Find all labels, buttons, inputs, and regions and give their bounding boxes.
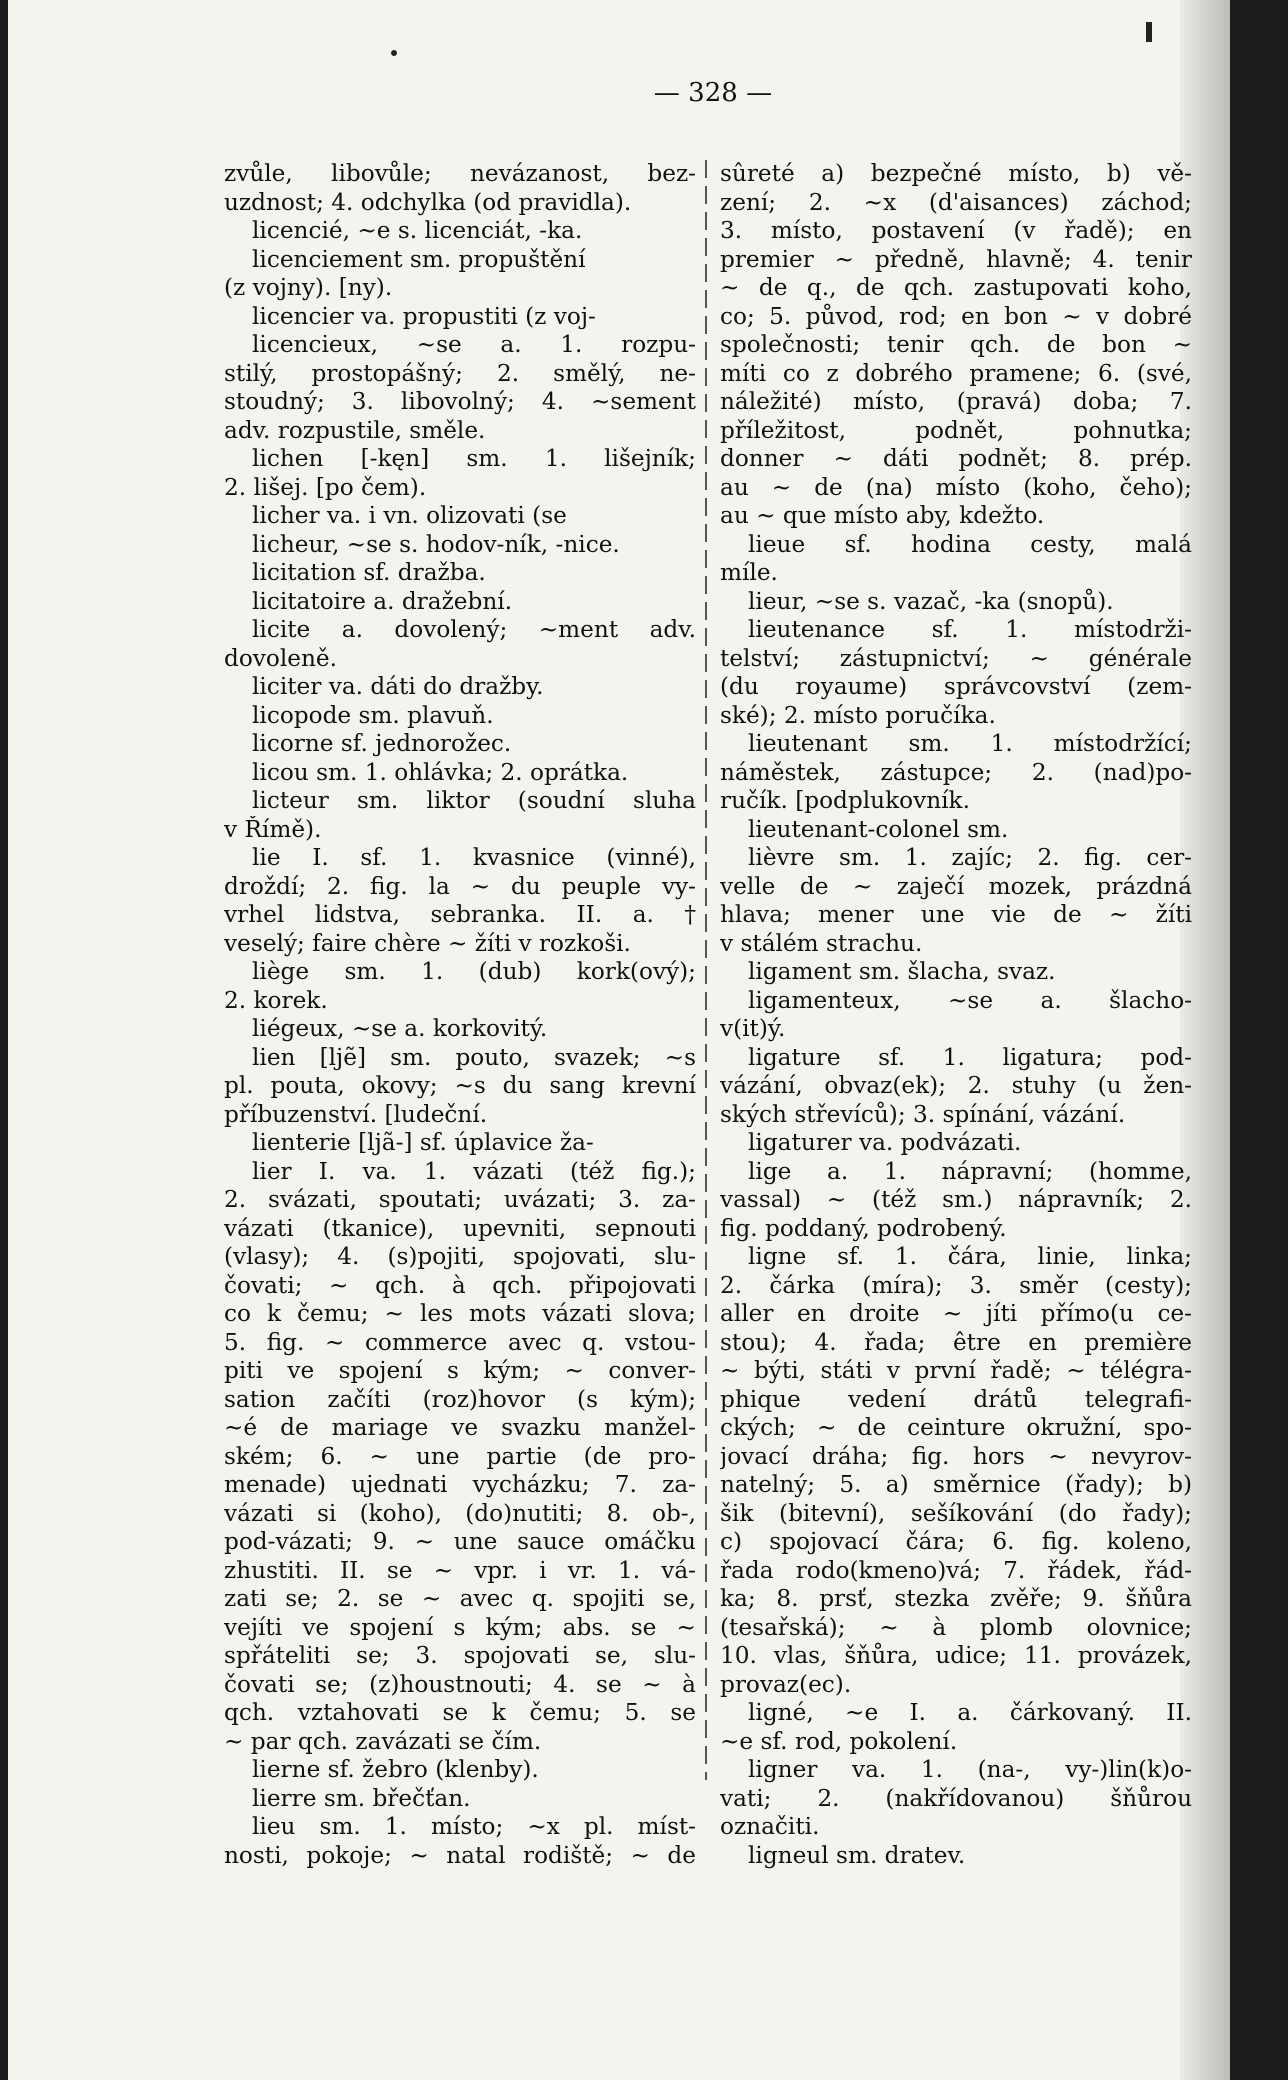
dictionary-line: ligne sf. 1. čára, linie, linka;: [748, 1243, 1192, 1270]
dictionary-line: telství; zástupnictví; ~ générale: [720, 644, 1192, 672]
dictionary-line: donner ~ dáti podnět; 8. prép.: [720, 445, 1192, 472]
dictionary-line: ručík. [podplukovník.: [720, 787, 970, 814]
dictionary-line: lieur, ~se s. vazač, -ka (snopů).: [748, 587, 1114, 615]
dictionary-line: menade) ujednati vycházku; 7. za-: [224, 1471, 696, 1498]
dictionary-line: lierne sf. žebro (klenby).: [252, 1756, 539, 1783]
dictionary-line: licher va. i vn. olizovati (se: [252, 502, 567, 529]
dictionary-line: lienterie [ljã-] sf. úplavice ža-: [252, 1129, 594, 1156]
dictionary-line: ~ de q., de qch. zastupovati koho,: [720, 274, 1192, 301]
dictionary-line: pl. pouta, okovy; ~s du sang krevní: [224, 1072, 696, 1099]
dictionary-line: ckých; ~ de ceinture okružní, spo-: [720, 1414, 1192, 1441]
dictionary-line: (z vojny). [ny).: [224, 274, 393, 301]
dictionary-line: velle de ~ zaječí mozek, prázdná: [720, 872, 1192, 900]
dictionary-line: licteur sm. liktor (soudní sluha: [252, 787, 696, 814]
dictionary-line: pod-vázati; 9. ~ une sauce omáčku: [224, 1528, 696, 1555]
dictionary-line: co; 5. původ, rod; en bon ~ v dobré: [720, 302, 1192, 330]
dictionary-line: vejíti ve spojení s kým; abs. se ~: [224, 1613, 696, 1641]
dictionary-line: ligneul sm. dratev.: [748, 1841, 966, 1869]
dictionary-line: míti co z dobrého pramene; 6. (své,: [720, 359, 1192, 387]
dictionary-line: lie I. sf. 1. kvasnice (vinné),: [252, 844, 696, 871]
dictionary-line: sation začíti (roz)hovor (s kým);: [224, 1385, 696, 1413]
dictionary-line: licencié, ~e s. licenciát, -ka.: [252, 217, 583, 244]
dictionary-line: lieue sf. hodina cesty, malá: [748, 530, 1192, 558]
dictionary-line: ligament sm. šlacha, svaz.: [748, 958, 1056, 985]
dictionary-line: míle.: [720, 559, 778, 586]
dictionary-line: piti ve spojení s kým; ~ conver-: [224, 1357, 696, 1384]
dictionary-line: fig. poddaný, podrobený.: [720, 1214, 1007, 1242]
bullet-mark: [391, 50, 397, 56]
dictionary-line: vázání, obvaz(ek); 2. stuhy (u žen-: [720, 1072, 1192, 1099]
dictionary-line: ~é de mariage ve svazku manžel-: [224, 1414, 696, 1441]
dictionary-line: ských střevíců); 3. spínání, vázání.: [720, 1100, 1126, 1128]
dictionary-line: ském; 6. ~ une partie (de pro-: [224, 1442, 696, 1470]
dictionary-line: lichen [-kęn] sm. 1. lišejník;: [252, 445, 696, 472]
dictionary-line: (du royaume) správcovství (zem-: [720, 673, 1192, 700]
dictionary-line: qch. vztahovati se k čemu; 5. se: [224, 1699, 696, 1726]
dictionary-line: uzdnost; 4. odchylka (od pravidla).: [224, 188, 632, 216]
dictionary-line: lieutenant sm. 1. místodržící;: [748, 730, 1192, 757]
dictionary-line: ~ býti, státi v první řadě; ~ télégra-: [720, 1357, 1192, 1384]
dictionary-line: sûreté a) bezpečné místo, b) vě-: [720, 160, 1192, 187]
dictionary-line: phique vedení drátů telegrafi-: [720, 1385, 1192, 1413]
dictionary-line: čovati; ~ qch. à qch. připojovati: [224, 1271, 696, 1299]
dictionary-line: licenciement sm. propuštění: [252, 245, 586, 273]
dictionary-line: au ~ que místo aby, kdežto.: [720, 502, 1045, 529]
dictionary-line: hlava; mener une vie de ~ žíti: [720, 901, 1192, 928]
dictionary-line: dovoleně.: [224, 644, 338, 672]
dictionary-line: ligamenteux, ~se a. šlacho-: [748, 986, 1192, 1014]
dictionary-line: droždí; 2. fig. la ~ du peuple vy-: [224, 872, 696, 900]
dictionary-line: licitatoire a. dražební.: [252, 587, 513, 615]
dictionary-line: ské); 2. místo poručíka.: [720, 701, 996, 729]
dictionary-line: zhustiti. II. se ~ vpr. i vr. 1. vá-: [224, 1556, 696, 1584]
dictionary-line: řada rodo(kmeno)vá; 7. řádek, řád-: [720, 1556, 1192, 1584]
dictionary-line: ka; 8. prsť, stezka zvěře; 9. šňůra: [720, 1585, 1192, 1612]
dictionary-line: šik (bitevní), sešíkování (do řady);: [720, 1499, 1192, 1527]
dictionary-line: au ~ de (na) místo (koho, čeho);: [720, 473, 1192, 501]
dictionary-line: lieutenant-colonel sm.: [748, 815, 1009, 843]
dictionary-line: licite a. dovolený; ~ment adv.: [252, 616, 696, 643]
dictionary-line: jovací dráha; fig. hors ~ nevyrov-: [720, 1442, 1192, 1470]
dictionary-line: 2. korek.: [224, 986, 328, 1014]
dictionary-line: licencieux, ~se a. 1. rozpu-: [252, 331, 696, 358]
dictionary-line: 10. vlas, šňůra, udice; 11. provázek,: [720, 1642, 1192, 1669]
dictionary-line: veselý; faire chère ~ žíti v rozkoši.: [224, 929, 631, 957]
dictionary-line: lieutenance sf. 1. místodrži-: [748, 616, 1192, 643]
dictionary-line: licopode sm. plavuň.: [252, 701, 494, 729]
dictionary-line: vati; 2. (nakřídovanou) šňůrou: [720, 1784, 1192, 1812]
dictionary-line: zení; 2. ~x (d'aisances) záchod;: [720, 188, 1192, 216]
dictionary-line: vázati (tkanice), upevniti, sepnouti: [224, 1214, 696, 1242]
dictionary-line: licheur, ~se s. hodov-ník, -nice.: [252, 530, 620, 558]
corner-mark: [1146, 22, 1152, 42]
dictionary-line: lieu sm. 1. místo; ~x pl. míst-: [252, 1813, 696, 1840]
dictionary-line: lierre sm. břečťan.: [252, 1784, 471, 1812]
left-column: [224, 160, 696, 1870]
dictionary-line: premier ~ předně, hlavně; 4. tenir: [720, 245, 1192, 273]
dictionary-line: 2. lišej. [po čem).: [224, 473, 427, 501]
dictionary-line: označiti.: [720, 1813, 820, 1840]
dictionary-line: příbuzenství. [ludeční.: [224, 1100, 488, 1128]
dictionary-line: stou); 4. řada; être en première: [720, 1328, 1192, 1356]
dictionary-line: nosti, pokoje; ~ natal rodiště; ~ de: [224, 1841, 696, 1869]
dictionary-line: (tesařská); ~ à plomb olovnice;: [720, 1613, 1192, 1641]
dictionary-line: ~ par qch. zavázati se čím.: [224, 1727, 542, 1755]
dictionary-line: lièvre sm. 1. zajíc; 2. fig. cer-: [748, 844, 1192, 871]
dictionary-line: adv. rozpustile, směle.: [224, 416, 486, 444]
dictionary-line: zvůle, libovůle; nevázanost, bez-: [224, 160, 696, 187]
dictionary-line: stoudný; 3. libovolný; 4. ~sement: [224, 388, 696, 415]
dictionary-line: ~e sf. rod, pokolení.: [720, 1727, 958, 1755]
dictionary-line: náměstek, zástupce; 2. (nad)po-: [720, 758, 1192, 786]
dictionary-line: c) spojovací čára; 6. fig. koleno,: [720, 1528, 1192, 1555]
dictionary-line: vrhel lidstva, sebranka. II. a. †: [224, 901, 696, 928]
column-divider: [705, 160, 707, 1780]
dictionary-line: co k čemu; ~ les mots vázati slova;: [224, 1300, 696, 1327]
dictionary-line: 2. svázati, spoutati; uvázati; 3. za-: [224, 1186, 696, 1213]
dictionary-line: spřáteliti se; 3. spojovati se, slu-: [224, 1642, 696, 1669]
dictionary-line: stilý, prostopášný; 2. smělý, ne-: [224, 359, 696, 387]
dictionary-line: licou sm. 1. ohlávka; 2. oprátka.: [252, 758, 629, 786]
dictionary-line: vassal) ~ (též sm.) nápravník; 2.: [720, 1186, 1192, 1213]
dictionary-line: zati se; 2. se ~ avec q. spojiti se,: [224, 1585, 696, 1612]
dictionary-line: v Římě).: [224, 815, 322, 843]
dictionary-line: aller en droite ~ jíti přímo(u ce-: [720, 1300, 1192, 1327]
dictionary-line: v(it)ý.: [720, 1015, 786, 1042]
dictionary-line: ligature sf. 1. ligatura; pod-: [748, 1043, 1192, 1071]
dictionary-line: natelný; 5. a) směrnice (řady); b): [720, 1471, 1192, 1498]
dictionary-line: ligné, ~e I. a. čárkovaný. II.: [748, 1699, 1192, 1726]
dictionary-line: čovati se; (z)houstnouti; 4. se ~ à: [224, 1670, 696, 1698]
dictionary-page: [8, 0, 1230, 2080]
dictionary-line: lien [ljẽ] sm. pouto, svazek; ~s: [252, 1043, 696, 1071]
dictionary-line: licencier va. propustiti (z voj-: [252, 302, 596, 330]
dictionary-line: liégeux, ~se a. korkovitý.: [252, 1015, 548, 1042]
dictionary-line: 2. čárka (míra); 3. směr (cesty);: [720, 1271, 1192, 1299]
dictionary-line: liciter va. dáti do dražby.: [252, 673, 544, 700]
dictionary-line: vázati si (koho), (do)nutiti; 8. ob-,: [224, 1499, 696, 1527]
right-column: [720, 160, 1192, 1870]
dictionary-line: licitation sf. dražba.: [252, 559, 486, 586]
dictionary-line: ligaturer va. podvázati.: [748, 1129, 1022, 1156]
page-number: — 328 —: [653, 78, 773, 108]
dictionary-line: v stálém strachu.: [720, 929, 923, 957]
dictionary-line: příležitost, podnět, pohnutka;: [720, 416, 1192, 444]
dictionary-line: (vlasy); 4. (s)pojiti, spojovati, slu-: [224, 1243, 696, 1270]
dictionary-line: náležité) místo, (pravá) doba; 7.: [720, 388, 1192, 415]
dictionary-line: licorne sf. jednorožec.: [252, 730, 512, 757]
dictionary-line: 5. fig. ~ commerce avec q. vstou-: [224, 1328, 696, 1356]
dictionary-line: liège sm. 1. (dub) kork(ový);: [252, 958, 696, 985]
dictionary-line: provaz(ec).: [720, 1670, 852, 1698]
dictionary-line: ligner va. 1. (na-, vy-)lin(k)o-: [748, 1756, 1192, 1783]
dictionary-line: 3. místo, postavení (v řadě); en: [720, 217, 1192, 244]
dictionary-line: lige a. 1. nápravní; (homme,: [748, 1157, 1192, 1185]
dictionary-line: lier I. va. 1. vázati (též fig.);: [252, 1157, 696, 1185]
dictionary-line: společnosti; tenir qch. de bon ~: [720, 331, 1192, 358]
